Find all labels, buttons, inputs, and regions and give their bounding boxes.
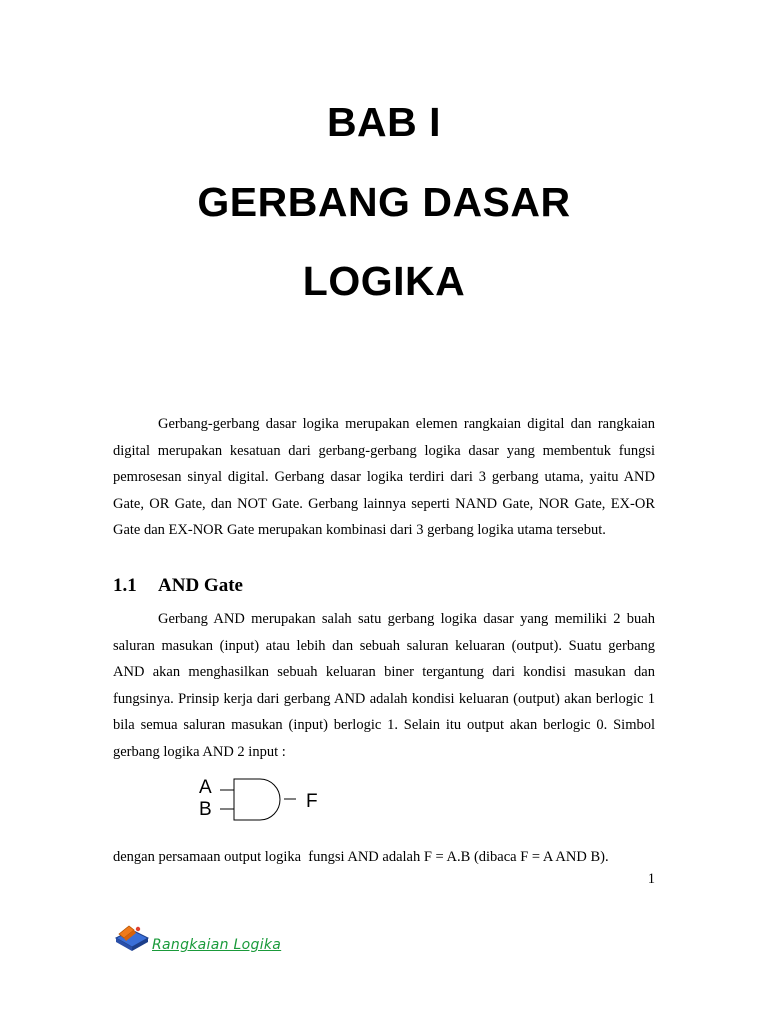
- gate-output-f-label: F: [306, 791, 318, 812]
- section-number: 1.1: [113, 575, 137, 596]
- gate-input-b-label: B: [199, 799, 212, 820]
- intro-paragraph-text: Gerbang-gerbang dasar logika merupakan elemen rangkaian digital dan rangkaian digital merupakan kesatuan dari gerbang-gerbang logika dasar yang membentuk fungsi pemrosesan sinyal digital. Gerbang dasar logika terdiri dari 3 gerbang utama, yaitu AND Gate, OR Gate, dan NOT Gate. Gerbang lainnya seperti NAND Gate, NOR Gate, EX-OR Gate dan EX-NOR Gate merupakan kombinasi dari 3 gerbang logika utama tersebut.: [113, 416, 655, 538]
- intro-paragraph: [113, 411, 655, 544]
- footer-brand-link[interactable]: Rangkaian Logika: [152, 937, 282, 953]
- page-number: 1: [647, 871, 655, 887]
- chapter-title-line-1: GERBANG DASAR: [197, 179, 571, 225]
- and-gate-paragraph-text: Gerbang AND merupakan salah satu gerbang logika dasar yang memiliki 2 buah saluran masukan (input) atau lebih dan sebuah saluran keluaran (output). Suatu gerbang AND akan menghasilkan sebuah keluaran biner tergantung dari kondisi masukan dan fungsinya. Prinsip kerja dari gerbang AND adalah kondisi keluaran (output) akan berlogic 1 bila semua saluran masukan (input) berlogic 1. Selain itu output akan berlogic 0. Simbol gerbang logika AND 2 input :: [113, 611, 655, 760]
- section-title: AND Gate: [158, 575, 243, 596]
- and-gate-paragraph: [113, 606, 655, 765]
- chapter-title-line-2: LOGIKA: [302, 258, 466, 304]
- equation-text: dengan persamaan output logika fungsi AND adalah F = A.B (dibaca F = A AND B).: [113, 849, 609, 865]
- logic-chip-logo-icon: [112, 920, 152, 954]
- gate-input-a-label: A: [199, 777, 212, 798]
- and-gate-diagram: [196, 774, 326, 824]
- section-heading: [113, 573, 243, 599]
- chapter-number: BAB I: [326, 99, 442, 145]
